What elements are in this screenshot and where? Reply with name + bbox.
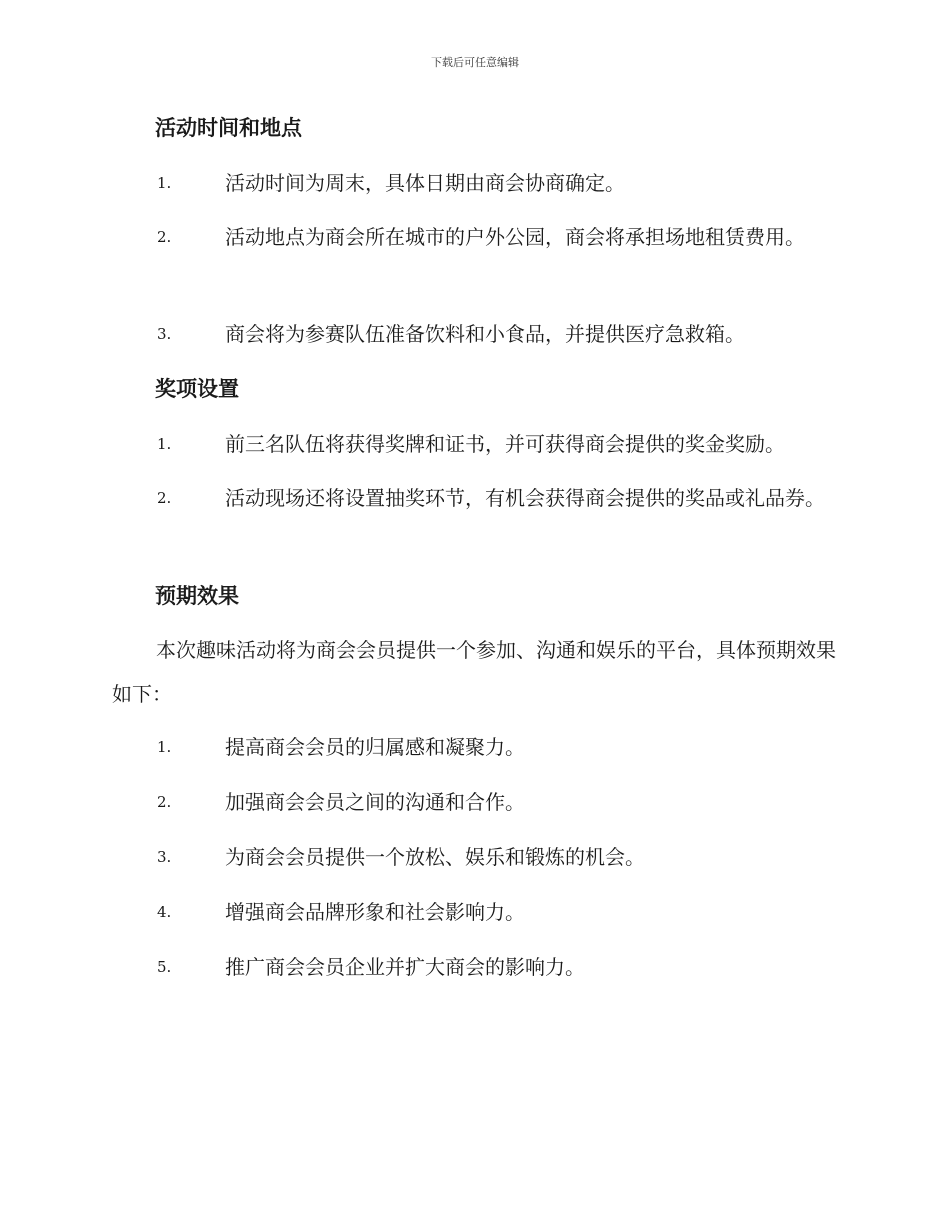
list-item [112,835,838,879]
list-item [112,780,838,824]
list-text: 推广商会会员企业并扩大商会的影响力。 [225,955,585,979]
section-heading-awards: 奖项设置 [155,376,239,401]
list-number: 2. [157,489,172,507]
intro-paragraph: 本次趣味活动将为商会会员提供一个参加、沟通和娱乐的平台，具体预期效果如下： [112,638,836,706]
list-item [112,161,838,205]
list-number: 5. [157,958,172,976]
list-number: 2. [157,228,172,246]
list-item [112,476,838,520]
list-number: 1. [157,174,172,192]
list-text: 前三名队伍将获得奖牌和证书，并可获得商会提供的奖金奖励。 [225,432,785,456]
list-item [112,215,838,259]
list-text: 活动现场还将设置抽奖环节，有机会获得商会提供的奖品或礼品券。 [225,486,825,510]
list-item [112,945,838,989]
list-item [112,725,838,769]
section-heading-expected-effects: 预期效果 [155,583,239,608]
list-number: 1. [157,435,172,453]
section-heading-time-location: 活动时间和地点 [155,115,302,140]
list-text: 加强商会会员之间的沟通和合作。 [225,790,525,814]
list-number: 3. [157,848,172,866]
list-number: 1. [157,738,172,756]
list-text: 提高商会会员的归属感和凝聚力。 [225,735,525,759]
list-item [112,312,838,356]
list-text: 增强商会品牌形象和社会影响力。 [225,900,525,924]
list-number: 4. [157,903,172,921]
list-number: 3. [157,325,172,343]
header-note: 下载后可任意编辑 [431,56,519,69]
list-item [112,422,838,466]
list-text: 活动时间为周末，具体日期由商会协商确定。 [225,171,625,195]
list-text: 活动地点为商会所在城市的户外公园，商会将承担场地租赁费用。 [225,225,805,249]
list-number: 2. [157,793,172,811]
list-text: 商会将为参赛队伍准备饮料和小食品，并提供医疗急救箱。 [225,322,745,346]
list-item [112,890,838,934]
list-text: 为商会会员提供一个放松、娱乐和锻炼的机会。 [225,845,645,869]
